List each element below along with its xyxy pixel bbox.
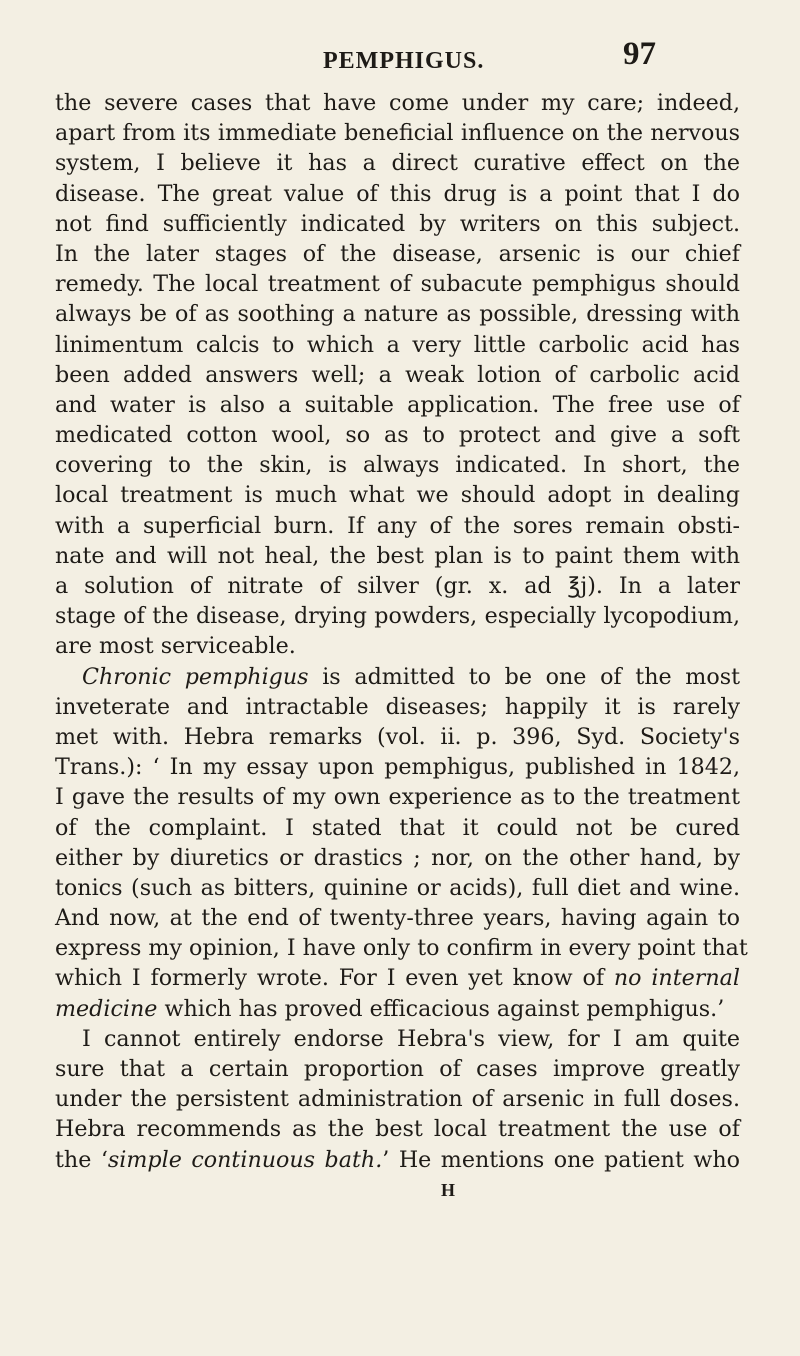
text-line [55, 782, 740, 812]
text-segment: system, I believe it has a direct curative effect on the [55, 150, 740, 177]
text-line [55, 148, 740, 178]
text-segment: sure that a certain proportion of cases improve greatly [55, 1056, 740, 1082]
text-segment: which has proved efficacious against pemphigus.’ [157, 995, 725, 1022]
text-line [55, 1145, 740, 1175]
text-line [55, 662, 740, 692]
text-line [55, 571, 740, 601]
text-line [55, 209, 740, 239]
text-segment: of the complaint. I stated that it could not be cured [55, 814, 740, 841]
text-line [55, 722, 740, 752]
text-segment: linimentum calcis to which a very little carbolic acid has [55, 331, 740, 358]
text-segment: is admitted to be one of the most [308, 663, 740, 690]
text-line [55, 541, 740, 571]
text-segment: tonics (such as bitters, quinine or acids), full diet and wine. [55, 874, 740, 901]
body-text [55, 88, 748, 1175]
text-segment: a solution of nitrate of silver (gr. x. ad ℥j). In a later [55, 573, 740, 599]
text-line [55, 118, 740, 148]
text-line [55, 480, 740, 510]
text-segment: not find sufficiently indicated by writers on this subject. [55, 210, 740, 237]
text-line [55, 963, 740, 993]
paragraph [55, 1024, 740, 1175]
text-segment: apart from its immediate beneficial influence on the nervous [55, 120, 740, 147]
text-segment: are most serviceable. [55, 633, 296, 660]
text-segment: either by diuretics or drastics ; nor, on the other hand, by [55, 844, 740, 871]
italic-text: no internal [613, 965, 740, 992]
text-segment: stage of the disease, drying powders, especially lycopodium, [55, 603, 740, 630]
text-segment: medicated cotton wool, so as to protect and give a soft [55, 422, 740, 449]
running-title: PEMPHIGUS. [323, 48, 485, 74]
text-line [55, 903, 740, 933]
text-line [55, 269, 740, 299]
text-line [55, 88, 740, 118]
italic-text: medicine [55, 995, 158, 1022]
text-line [55, 692, 740, 722]
text-segment: local treatment is much what we should adopt in dealing [55, 482, 740, 509]
text-segment: with a superficial burn. If any of the sores remain obsti- [55, 512, 740, 539]
text-line [55, 873, 740, 903]
text-segment: And now, at the end of twenty-three years, having again to [55, 905, 740, 932]
text-segment: been added answers well; a weak lotion of carbolic acid [55, 361, 740, 388]
text-line [55, 1024, 740, 1054]
text-segment: remedy. The local treatment of subacute pemphigus should [55, 271, 740, 298]
text-line [55, 1054, 740, 1084]
text-segment: disease. The great value of this drug is a point that I do [55, 180, 740, 207]
text-segment: under the persistent administration of arsenic in full doses. [55, 1086, 740, 1113]
text-segment: Trans.): ‘ In my essay upon pemphigus, published in 1842, [55, 754, 740, 781]
text-segment: the severe cases that have come under my care; indeed, [55, 90, 740, 116]
italic-text: Chronic pemphigus [82, 663, 309, 690]
text-line [55, 1084, 740, 1114]
text-segment: I cannot entirely endorse Hebra's view, for I am quite [82, 1025, 740, 1052]
text-line [55, 843, 740, 873]
text-segment: and water is also a suitable application. The free use of [55, 391, 740, 418]
text-segment: inveterate and intractable diseases; happily it is rarely [55, 693, 740, 720]
paragraph [55, 662, 748, 1024]
text-line [55, 933, 748, 963]
text-line [55, 299, 740, 329]
text-segment: I gave the results of my own experience as to the treatment [55, 784, 740, 811]
paragraph [55, 88, 740, 662]
text-line [55, 752, 740, 782]
text-line [55, 179, 740, 209]
text-line [55, 994, 740, 1024]
text-line [55, 239, 740, 269]
text-line [55, 631, 740, 661]
text-line [55, 813, 740, 843]
text-segment: In the later stages of the disease, arsenic is our chief [55, 240, 740, 267]
text-line [55, 601, 740, 631]
text-segment: ’ He mentions one patient who [382, 1146, 741, 1173]
page-number: 97 [623, 36, 656, 72]
text-line [55, 450, 740, 480]
text-line [55, 511, 740, 541]
text-line [55, 330, 740, 360]
text-segment: express my opinion, I have only to confirm in every point that [55, 935, 748, 962]
text-line [55, 1114, 740, 1144]
text-segment: which I formerly wrote. For I even yet know of [55, 965, 614, 992]
text-segment: the ‘ [55, 1146, 108, 1173]
text-line [55, 390, 740, 420]
text-line [55, 420, 740, 450]
text-segment: nate and will not heal, the best plan is to paint them with [55, 542, 740, 569]
signature-mark: H [441, 1180, 456, 1200]
text-line [55, 360, 740, 390]
text-segment: met with. Hebra remarks (vol. ii. p. 396, Syd. Society's [55, 723, 740, 750]
page-header [0, 36, 800, 86]
text-segment: Hebra recommends as the best local treatment the use of [55, 1116, 740, 1143]
text-segment: covering to the skin, is always indicated. In short, the [55, 452, 740, 479]
italic-text: simple continuous bath. [107, 1146, 383, 1173]
text-segment: always be of as soothing a nature as possible, dressing with [55, 301, 740, 328]
